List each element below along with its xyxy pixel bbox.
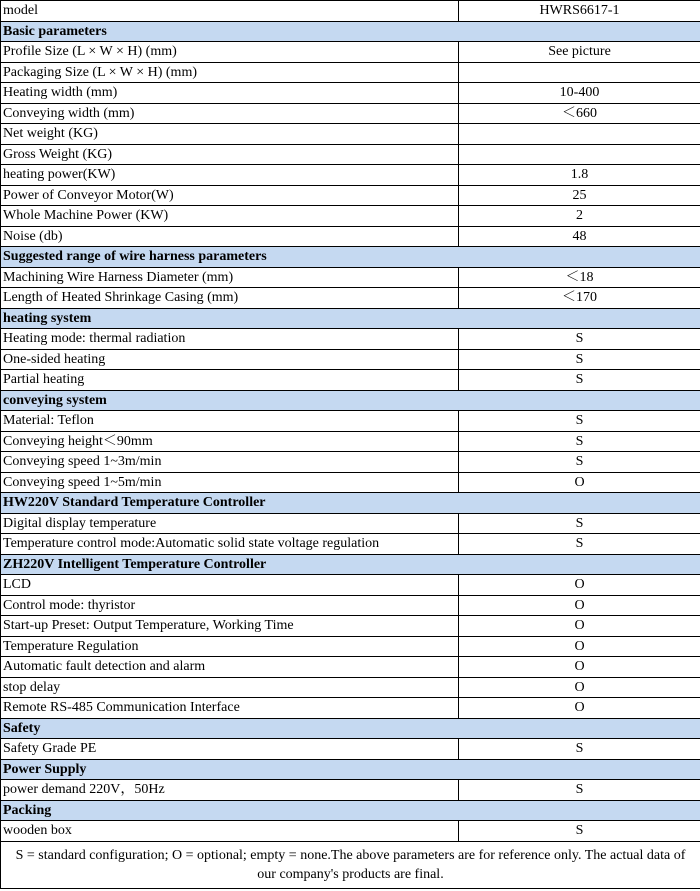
parameter-label: stop delay: [1, 677, 459, 698]
table-row: [1, 411, 700, 432]
parameter-label: Power of Conveyor Motor(W): [1, 185, 459, 206]
table-row: [1, 431, 700, 452]
parameter-label: Digital display temperature: [1, 513, 459, 534]
model-value: HWRS6617-1: [459, 1, 700, 22]
parameter-value: O: [459, 636, 700, 657]
table-row: [1, 329, 700, 350]
table-row: [1, 370, 700, 391]
section-header-row: [1, 554, 700, 575]
parameter-label: heating power(KW): [1, 165, 459, 186]
table-row: [1, 103, 700, 124]
table-row: [1, 472, 700, 493]
parameter-value: S: [459, 513, 700, 534]
table-row: [1, 739, 700, 760]
section-title: conveying system: [1, 390, 700, 411]
parameter-value: S: [459, 349, 700, 370]
section-title: Safety: [1, 718, 700, 739]
parameter-label: Conveying speed 1~3m/min: [1, 452, 459, 473]
parameter-label: Temperature Regulation: [1, 636, 459, 657]
section-title: Power Supply: [1, 759, 700, 780]
section-header-row: [1, 390, 700, 411]
parameter-label: Length of Heated Shrinkage Casing (mm): [1, 288, 459, 309]
table-row: [1, 534, 700, 555]
model-row: [1, 1, 700, 22]
table-row: [1, 698, 700, 719]
table-row: [1, 780, 700, 801]
table-row: [1, 657, 700, 678]
parameter-label: LCD: [1, 575, 459, 596]
parameter-value: S: [459, 329, 700, 350]
parameter-value: See picture: [459, 42, 700, 63]
parameter-label: Packaging Size (L × W × H) (mm): [1, 62, 459, 83]
parameter-label: Profile Size (L × W × H) (mm): [1, 42, 459, 63]
parameter-label: Remote RS-485 Communication Interface: [1, 698, 459, 719]
section-header-row: [1, 493, 700, 514]
parameter-label: Whole Machine Power (KW): [1, 206, 459, 227]
section-header-row: [1, 800, 700, 821]
section-title: heating system: [1, 308, 700, 329]
parameter-label: Conveying speed 1~5m/min: [1, 472, 459, 493]
parameter-value: S: [459, 452, 700, 473]
section-header-row: [1, 718, 700, 739]
parameter-value: S: [459, 780, 700, 801]
section-header-row: [1, 21, 700, 42]
parameter-value: 2: [459, 206, 700, 227]
parameter-label: Machining Wire Harness Diameter (mm): [1, 267, 459, 288]
parameter-label: Start-up Preset: Output Temperature, Working Time: [1, 616, 459, 637]
parameter-label: Conveying width (mm): [1, 103, 459, 124]
table-row: [1, 636, 700, 657]
parameter-value: O: [459, 472, 700, 493]
parameter-label: One-sided heating: [1, 349, 459, 370]
table-row: [1, 595, 700, 616]
section-title: Basic parameters: [1, 21, 700, 42]
table-row: [1, 144, 700, 165]
parameter-label: Gross Weight (KG): [1, 144, 459, 165]
parameter-value: S: [459, 411, 700, 432]
footnote: S = standard configuration; O = optional; empty = none.The above parameters are for reference only. The actual data of our company's products are final.: [1, 841, 700, 888]
parameter-value: S: [459, 739, 700, 760]
table-row: [1, 165, 700, 186]
parameter-value: O: [459, 595, 700, 616]
model-label: model: [1, 1, 459, 22]
table-row: [1, 349, 700, 370]
table-row: [1, 513, 700, 534]
section-title: HW220V Standard Temperature Controller: [1, 493, 700, 514]
parameter-value: O: [459, 698, 700, 719]
parameter-value: S: [459, 431, 700, 452]
parameter-value: O: [459, 677, 700, 698]
section-header-row: [1, 308, 700, 329]
table-row: [1, 124, 700, 145]
parameter-label: Heating mode: thermal radiation: [1, 329, 459, 350]
parameter-label: Partial heating: [1, 370, 459, 391]
parameter-value: 10-400: [459, 83, 700, 104]
parameter-value: 25: [459, 185, 700, 206]
parameter-value: ＜170: [459, 288, 700, 309]
table-row: [1, 62, 700, 83]
parameter-label: Material: Teflon: [1, 411, 459, 432]
parameter-value: S: [459, 821, 700, 842]
parameter-label: Net weight (KG): [1, 124, 459, 145]
section-title: ZH220V Intelligent Temperature Controller: [1, 554, 700, 575]
parameter-label: wooden box: [1, 821, 459, 842]
parameter-value: 1.8: [459, 165, 700, 186]
parameter-value: [459, 124, 700, 145]
parameter-label: Safety Grade PE: [1, 739, 459, 760]
parameter-value: [459, 62, 700, 83]
parameter-value: [459, 144, 700, 165]
table-row: [1, 288, 700, 309]
parameter-label: Conveying height＜90mm: [1, 431, 459, 452]
section-header-row: [1, 247, 700, 268]
parameter-label: Heating width (mm): [1, 83, 459, 104]
parameter-value: S: [459, 370, 700, 391]
table-row: [1, 821, 700, 842]
section-title: Suggested range of wire harness parameters: [1, 247, 700, 268]
parameter-label: power demand 220V，50Hz: [1, 780, 459, 801]
section-title: Packing: [1, 800, 700, 821]
table-row: [1, 616, 700, 637]
parameter-value: 48: [459, 226, 700, 247]
parameter-label: Control mode: thyristor: [1, 595, 459, 616]
table-row: [1, 42, 700, 63]
table-row: [1, 575, 700, 596]
footnote-row: [1, 841, 700, 888]
parameter-value: O: [459, 575, 700, 596]
parameter-value: S: [459, 534, 700, 555]
spec-table-body: [1, 1, 700, 842]
parameter-label: Noise (db): [1, 226, 459, 247]
parameter-value: ＜660: [459, 103, 700, 124]
table-row: [1, 185, 700, 206]
table-row: [1, 83, 700, 104]
table-row: [1, 206, 700, 227]
section-header-row: [1, 759, 700, 780]
parameter-value: O: [459, 616, 700, 637]
table-row: [1, 226, 700, 247]
parameter-value: ＜18: [459, 267, 700, 288]
parameter-value: O: [459, 657, 700, 678]
table-row: [1, 267, 700, 288]
parameter-label: Temperature control mode:Automatic solid state voltage regulation: [1, 534, 459, 555]
table-row: [1, 452, 700, 473]
table-row: [1, 677, 700, 698]
parameter-label: Automatic fault detection and alarm: [1, 657, 459, 678]
